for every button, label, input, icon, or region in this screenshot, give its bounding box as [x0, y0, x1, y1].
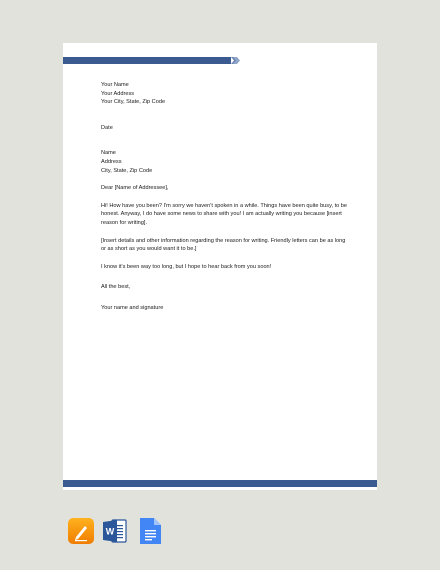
- sender-name: Your Name: [101, 82, 129, 88]
- footer-accent-bar: [63, 480, 377, 487]
- chevron-right-icon: [233, 57, 240, 64]
- google-docs-icon[interactable]: [137, 518, 163, 544]
- closing: All the best,: [101, 284, 131, 291]
- recipient-city: City, State, Zip Code: [101, 167, 153, 174]
- header-accent-bar: [63, 57, 231, 64]
- pages-icon[interactable]: [68, 518, 94, 544]
- recipient-name: Name: [101, 150, 116, 157]
- body-paragraph: [Insert details and other information regarding the reason for writing. Friendly letters can be as long or as short as you would want it to be.]: [101, 237, 346, 253]
- letter-date: Date: [101, 124, 113, 131]
- svg-text:W: W: [105, 526, 115, 537]
- letter-page: [63, 43, 377, 490]
- letter-body: [101, 81, 351, 313]
- salutation: Dear [Name of Addressee],: [101, 185, 169, 192]
- sender-address: Your Address: [101, 90, 135, 97]
- sender-city: Your City, State, Zip Code: [101, 99, 166, 106]
- recipient-address: Address: [101, 158, 122, 165]
- word-icon[interactable]: [102, 518, 128, 544]
- body-paragraph: Hi! How have you been? I'm sorry we haven't spoken in a while. Things have been quite busy, to be honest. Anyway, I do have some news to share with you! I am actually writing you because [insert reason for writing].: [101, 202, 348, 226]
- signature: Your name and signature: [101, 304, 164, 311]
- body-paragraph: I know it's been way too long, but I hope to hear back from you soon!: [101, 263, 272, 270]
